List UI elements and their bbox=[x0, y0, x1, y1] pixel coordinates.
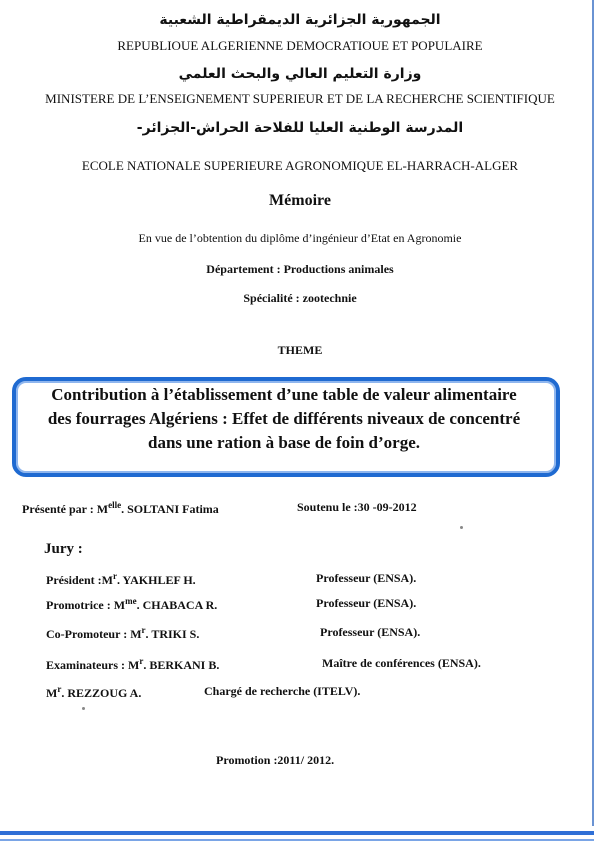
jury-role: Examinateurs : M bbox=[46, 658, 140, 672]
jury-member-role bbox=[46, 571, 196, 588]
soutenu-date: Soutenu le :30 -09-2012 bbox=[297, 500, 417, 514]
jury-sup: r bbox=[57, 684, 62, 694]
jury-sup: r bbox=[141, 625, 146, 635]
jury-member-role bbox=[46, 656, 219, 673]
jury-sup: r bbox=[139, 656, 144, 666]
ministry-arabic: وزارة التعليم العالي والبحث العلمي bbox=[178, 66, 422, 82]
presente-label: Présenté par : M bbox=[22, 502, 109, 516]
theme-line-3: dans une ration à base de foin d’orge. bbox=[147, 433, 421, 452]
school-arabic: المدرسة الوطنية العليا للفلاحة الحراش-الجزائر- bbox=[136, 120, 464, 136]
departement: Département : Productions animales bbox=[206, 262, 394, 276]
jury-sup: me bbox=[125, 596, 137, 606]
jury-role: Co-Promoteur : M bbox=[46, 627, 142, 641]
jury-role: Promotrice : M bbox=[46, 598, 126, 612]
memoire-purpose: En vue de l’obtention du diplôme d’ingénieur d’Etat en Agronomie bbox=[138, 231, 462, 245]
ministry-french: MINISTERE DE L’ENSEIGNEMENT SUPERIEUR ET DE LA RECHERCHE SCIENTIFIQUE bbox=[45, 91, 555, 106]
presente-sup: elle bbox=[108, 500, 122, 510]
jury-name: . YAKHLEF H. bbox=[116, 573, 196, 587]
theme-label: THEME bbox=[277, 343, 323, 357]
page-frame-bottom-light bbox=[0, 839, 594, 841]
theme-title bbox=[14, 383, 554, 455]
jury-name: . REZZOUG A. bbox=[61, 686, 142, 700]
jury-name: . CHABACA R. bbox=[136, 598, 218, 612]
jury-member-title: Maître de conférences (ENSA). bbox=[322, 656, 481, 670]
scan-speck bbox=[460, 526, 463, 529]
jury-name: . BERKANI B. bbox=[143, 658, 220, 672]
jury-role: Président :M bbox=[46, 573, 113, 587]
republic-french: REPUBLIOUE ALGERIENNE DEMOCRATIOUE ET POPULAIRE bbox=[117, 38, 483, 53]
jury-member-title: Professeur (ENSA). bbox=[316, 571, 417, 585]
jury-name: . TRIKI S. bbox=[145, 627, 200, 641]
jury-member-role bbox=[46, 596, 217, 613]
scan-speck bbox=[82, 707, 85, 710]
jury-title: Jury : bbox=[44, 541, 83, 557]
school-french: ECOLE NATIONALE SUPERIEURE AGRONOMIQUE EL-HARRACH-ALGER bbox=[81, 158, 519, 173]
jury-member-role bbox=[46, 625, 199, 642]
jury-sup: r bbox=[112, 571, 117, 581]
presente-par bbox=[22, 500, 219, 517]
memoire-title: Mémoire bbox=[269, 192, 331, 209]
jury-member-role bbox=[46, 684, 141, 701]
republic-arabic: الجمهورية الجزائرية الديمقراطية الشعبية bbox=[159, 12, 441, 28]
jury-role: M bbox=[46, 686, 58, 700]
jury-member-title: Professeur (ENSA). bbox=[320, 625, 421, 639]
jury-member-title: Chargé de recherche (ITELV). bbox=[204, 684, 361, 698]
promotion: Promotion :2011/ 2012. bbox=[216, 753, 335, 767]
specialite: Spécialité : zootechnie bbox=[243, 291, 357, 305]
theme-line-2: des fourrages Algériens : Effet de différents niveaux de concentré bbox=[47, 409, 521, 428]
theme-line-1: Contribution à l’établissement d’une table de valeur alimentaire bbox=[51, 385, 517, 404]
jury-member-title: Professeur (ENSA). bbox=[316, 596, 417, 610]
page-frame-bottom bbox=[0, 831, 594, 835]
presente-name: . SOLTANI Fatima bbox=[121, 502, 219, 516]
